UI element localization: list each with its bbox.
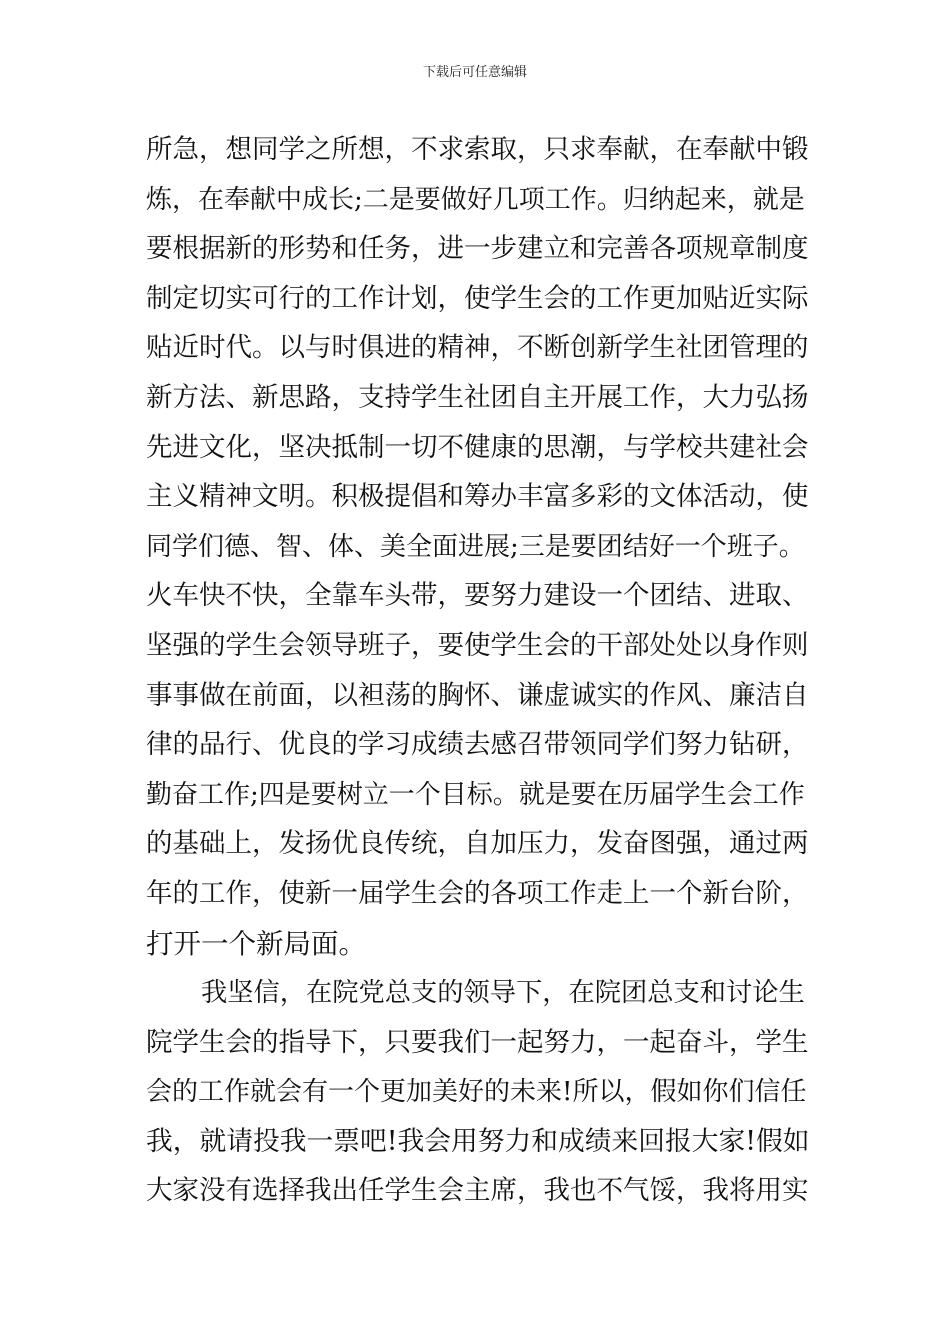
text-line: 所急，想同学之所想，不求索取，只求奉献，在奉献中锻 [146, 134, 809, 165]
text-line: 新方法、新思路，支持学生社团自主开展工作，大力弘扬 [146, 381, 809, 413]
text-line: 同学们德、智、体、美全面进展;三是要团结好一个班子。 [146, 531, 805, 562]
text-line: 主义精神文明。积极提倡和筹办丰富多彩的文体活动，使 [146, 481, 809, 513]
text-line: 勤奋工作;四是要树立一个目标。就是要在历届学生会工作 [146, 779, 805, 810]
text-line: 我，就请投我一票吧!我会用努力和成绩来回报大家!假如 [146, 1125, 810, 1157]
paragraph-1 [146, 130, 810, 973]
text-line: 炼，在奉献中成长;二是要做好几项工作。归纳起来，就是 [146, 184, 805, 215]
text-line: 事事做在前面，以袒荡的胸怀、谦虚诚实的作风、廉洁自 [146, 679, 809, 711]
text-line: 要根据新的形势和任务，进一步建立和完善各项规章制度 [146, 233, 809, 265]
text-line: 大家没有选择我出任学生会主席，我也不气馁，我将用实 [146, 1175, 809, 1207]
text-line: 制定切实可行的工作计划，使学生会的工作更加贴近实际 [146, 282, 809, 314]
text-line: 院学生会的指导下，只要我们一起努力，一起奋斗，学生 [146, 1026, 809, 1058]
page-header-note: 下载后可任意编辑 [422, 65, 527, 80]
document-body [146, 130, 810, 1221]
text-line: 的基础上，发扬优良传统，自加压力，发奋图强，通过两 [146, 828, 809, 860]
text-line: 坚强的学生会领导班子，要使学生会的干部处处以身作则 [146, 629, 809, 661]
text-line: 年的工作，使新一届学生会的各项工作走上一个新台阶， [146, 877, 809, 909]
paragraph-2 [146, 973, 810, 1221]
text-line: 先进文化，坚决抵制一切不健康的思潮，与学校共建社会 [146, 431, 809, 463]
text-line-indented: 我坚信，在院党总支的领导下，在院团总支和讨论生 [201, 978, 805, 1009]
text-line: 火车快不快，全靠车头带，要努力建设一个团结、进取、 [146, 580, 809, 612]
text-line: 贴近时代。以与时俱进的精神，不断创新学生社团管理的 [146, 332, 809, 364]
text-line: 律的品行、优良的学习成绩去感召带领同学们努力钻研， [146, 729, 809, 761]
text-line: 打开一个新局面。 [146, 927, 366, 960]
text-line: 会的工作就会有一个更加美好的未来!所以，假如你们信任 [146, 1077, 807, 1108]
